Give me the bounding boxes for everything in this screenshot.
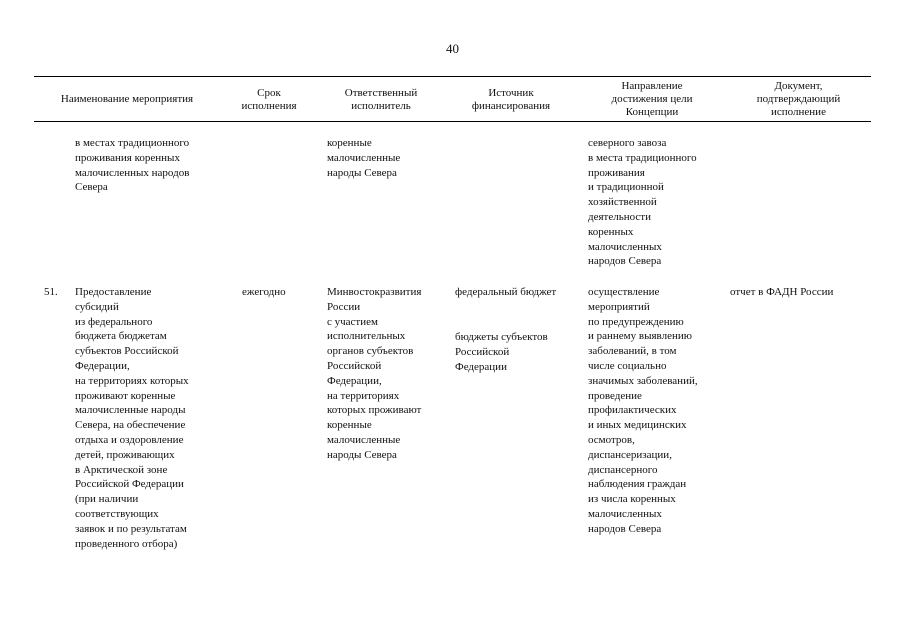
row-executor-cell: Минвостокразвития России с участием исполнительных органов субъектов Российской Федерации, на территориях которых проживают коренные малочисленные народы Севера [327,286,422,461]
row-source-regional-cell: бюджеты субъектов Российской Федерации [455,331,548,373]
continuation-executor-cell: коренные малочисленные народы Севера [327,137,401,179]
column-header-name: Наименование мероприятия [60,93,194,105]
page-number: 40 [446,41,459,56]
row-direction-cell: осуществление мероприятий по предупреждению и раннему выявлению заболеваний, в том числе социально значимых заболеваний, проведение профилактических и иных медицинских осмотров, диспансеризации, диспансерного наблюдения граждан из числа коренных малочисленных народов Севера [588,286,698,535]
column-header-document: Документ, подтверждающий исполнение [756,80,841,118]
table-top-rule [34,76,871,77]
column-header-term: Срок исполнения [241,87,297,112]
continuation-direction-cell: северного завоза в места традиционного проживания и традиционной хозяйственной деятельности коренных малочисленных народов Севера [588,137,697,268]
column-header-executor: Ответственный исполнитель [344,87,418,112]
row-name-cell: Предоставление субсидий из федерального бюджета бюджетам субъектов Российской Федерации, на территориях которых проживают коренные малочисленные народы Севера, на обеспечение отдыха и оздоровление детей, проживающих в Арктической зоне Российской Федерации (при наличии соответствующих заявок и по результатам проведенного отбора) [75,286,189,550]
table-header-rule [34,121,871,122]
column-header-source: Источник финансирования [471,87,551,112]
column-header-direction: Направление достижения цели Концепции [611,80,693,118]
row-term-cell: ежегодно [242,286,286,298]
row-number: 51. [44,286,58,298]
continuation-name-cell: в местах традиционного проживания коренных малочисленных народов Севера [75,137,190,194]
row-document-cell: отчет в ФАДН России [730,286,834,298]
row-source-federal-cell: федеральный бюджет [455,286,557,298]
